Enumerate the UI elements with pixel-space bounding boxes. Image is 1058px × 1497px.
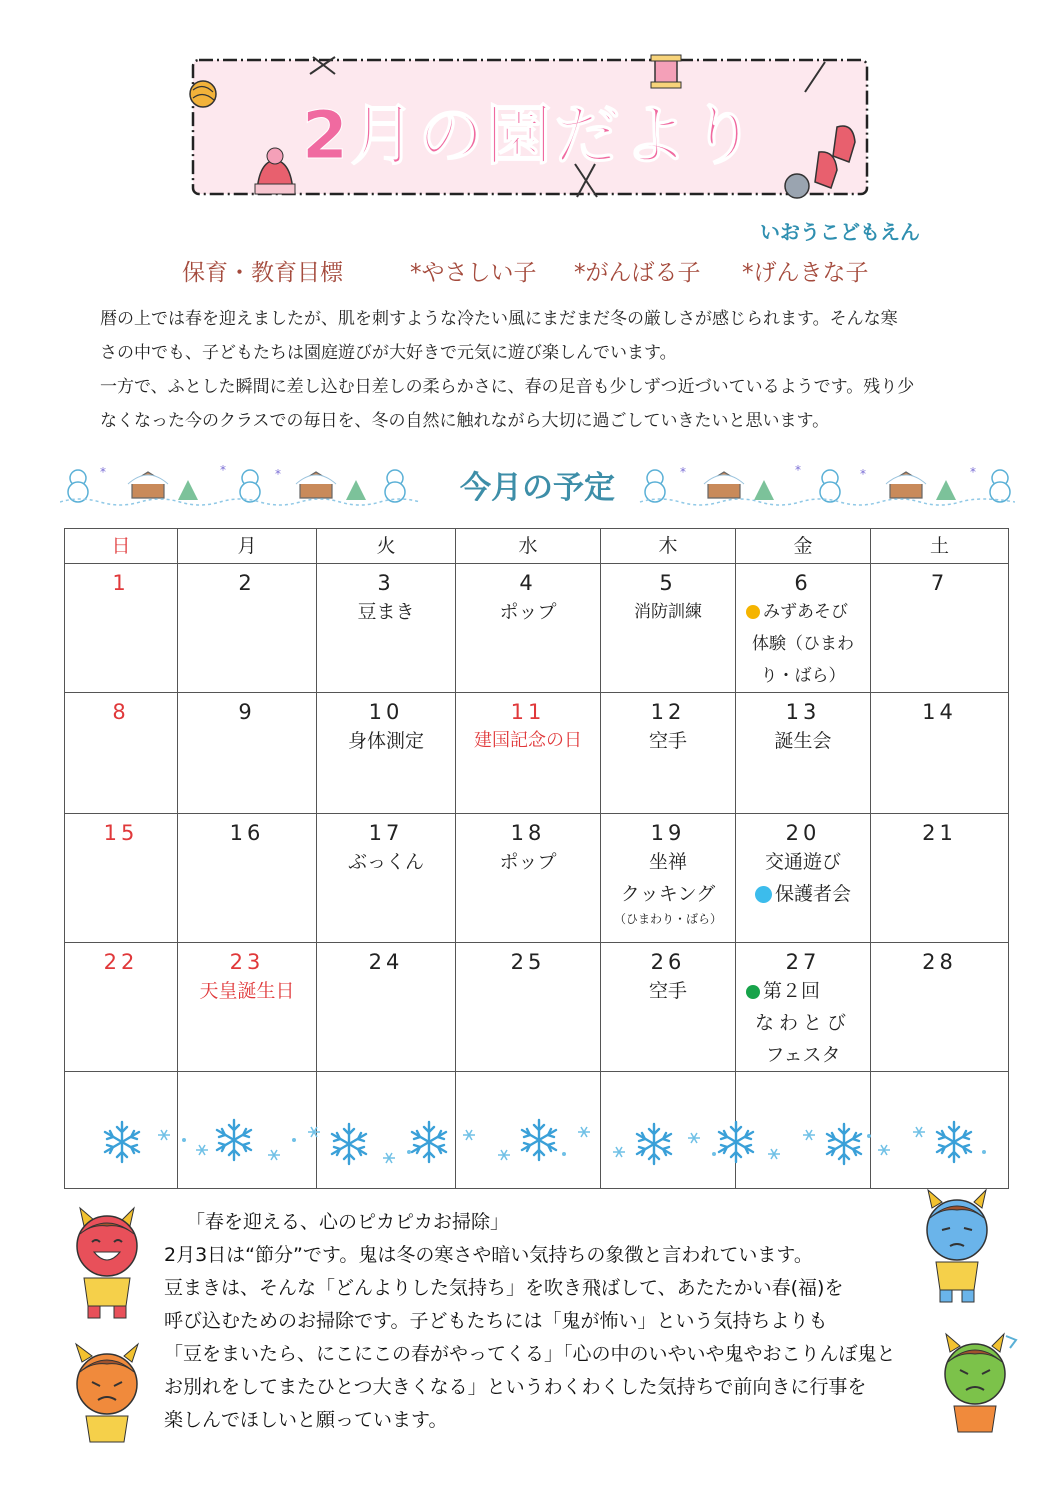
event-label: 第２回 xyxy=(763,980,821,1002)
day-number: 11 xyxy=(510,700,546,724)
event-label: 消防訓練 xyxy=(634,602,702,622)
day-number: 14 xyxy=(922,700,957,724)
blue-oni-icon xyxy=(912,1186,1002,1306)
schedule-title: 今月の予定 xyxy=(460,470,615,506)
svg-text:*: * xyxy=(275,467,281,481)
weekday-header: 水 xyxy=(456,529,601,564)
day-cell xyxy=(456,943,601,1072)
day-cell xyxy=(65,943,178,1072)
event-label: フェスタ xyxy=(765,1044,841,1066)
event-label: クッキング xyxy=(620,883,716,905)
day-number: 24 xyxy=(368,950,404,974)
message-line: 「豆をまいたら、にこにこの春がやってくる」「心の中のいやいや鬼やおこりんぼ鬼と xyxy=(164,1343,896,1365)
day-cell xyxy=(871,943,1009,1072)
snowflake-decoration xyxy=(64,1080,1008,1190)
intro-line: 暦の上では春を迎えましたが、肌を刺すような冷たい風にまだまだ冬の厳しさが感じられます。そんな寒 xyxy=(100,309,898,329)
intro-line: さの中でも、子どもたちは園庭遊びが大好きで元気に遊び楽しんでいます。 xyxy=(100,343,677,363)
day-cell xyxy=(317,943,456,1072)
svg-text:*: * xyxy=(220,463,226,477)
day-number: 10 xyxy=(368,700,404,724)
day-cell xyxy=(65,564,178,693)
day-number: 6 xyxy=(794,571,812,595)
day-number: 3 xyxy=(377,571,395,595)
weekday-header: 木 xyxy=(601,529,736,564)
day-number: 22 xyxy=(103,950,139,974)
event-label: ポップ xyxy=(499,851,557,873)
crying-oni-icon xyxy=(62,1340,152,1450)
intro-paragraph xyxy=(100,302,990,438)
day-number: 8 xyxy=(112,700,130,724)
day-cell xyxy=(736,814,871,943)
intro-line: なくなった今のクラスでの毎日を、冬の自然に触れながら大切に過ごしていきたいと思います。 xyxy=(100,411,830,431)
message-line: 呼び込むためのお掃除です。子どもたちには「鬼が怖い」という気持ちよりも xyxy=(164,1310,828,1332)
day-number: 1 xyxy=(112,571,130,595)
day-cell xyxy=(871,814,1009,943)
event-label: 建国記念の日 xyxy=(474,730,582,751)
green-dot-icon xyxy=(746,985,760,999)
goal-item: *やさしい子 xyxy=(410,260,537,286)
day-cell xyxy=(178,693,317,814)
day-number: 5 xyxy=(659,571,677,595)
event-label: り・ばら） xyxy=(760,666,846,686)
svg-text:*: * xyxy=(860,467,866,481)
day-number: 20 xyxy=(785,821,821,845)
event-note: （ひまわり・ばら） xyxy=(613,912,722,926)
event-label: みずあそび xyxy=(763,602,848,622)
weekday-header: 金 xyxy=(736,529,871,564)
gray-yarn-icon xyxy=(785,174,809,198)
day-number: 7 xyxy=(930,571,949,595)
week-row xyxy=(65,814,1009,943)
goals-label: 保育・教育目標 xyxy=(182,260,343,286)
day-number: 16 xyxy=(229,821,265,845)
weekday-header: 月 xyxy=(178,529,317,564)
day-cell xyxy=(601,943,736,1072)
education-goals xyxy=(182,254,942,284)
event-label: 誕生会 xyxy=(774,730,832,752)
day-cell xyxy=(456,564,601,693)
day-cell xyxy=(871,564,1009,693)
day-cell xyxy=(178,564,317,693)
day-number: 28 xyxy=(922,950,957,974)
svg-text:*: * xyxy=(680,465,686,479)
day-cell xyxy=(601,814,736,943)
day-cell xyxy=(456,814,601,943)
red-oni-icon xyxy=(62,1206,152,1321)
day-number: 23 xyxy=(229,950,265,974)
event-label: ぶっくん xyxy=(347,851,424,873)
day-number: 9 xyxy=(238,700,256,724)
header-banner xyxy=(185,52,875,202)
day-cell xyxy=(736,564,871,693)
week-row xyxy=(65,693,1009,814)
green-oni-icon xyxy=(930,1330,1022,1445)
svg-text:*: * xyxy=(100,465,106,479)
message-line: 豆まきは、そんな「どんよりした気持ち」を吹き飛ばして、あたたかい春(福)を xyxy=(164,1277,844,1299)
setsubun-message xyxy=(164,1206,944,1437)
message-heading: 「春を迎える、心のピカピカお掃除」 xyxy=(186,1211,510,1233)
event-label: 体験（ひまわ xyxy=(752,634,854,654)
event-label: なわとび xyxy=(754,1012,851,1034)
event-label: 豆まき xyxy=(357,601,415,623)
event-label: 空手 xyxy=(648,980,687,1002)
message-line: 楽しんでほしいと願っています。 xyxy=(164,1409,448,1431)
event-label: 身体測定 xyxy=(347,730,424,752)
goal-item: *がんばる子 xyxy=(574,260,701,286)
day-cell xyxy=(317,693,456,814)
svg-text:*: * xyxy=(795,463,801,477)
event-label: ポップ xyxy=(499,601,557,623)
day-number: 12 xyxy=(650,700,686,724)
day-number: 21 xyxy=(922,821,957,845)
message-line: お別れをしてまたひとつ大きくなる」というわくわくした気持ちで前向きに行事を xyxy=(164,1376,867,1398)
blue-dot-icon xyxy=(755,886,772,903)
day-number: 2 xyxy=(238,571,256,595)
week-row xyxy=(65,943,1009,1072)
day-cell xyxy=(456,693,601,814)
weekday-header: 土 xyxy=(871,529,1009,564)
svg-text:*: * xyxy=(970,465,976,479)
yellow-dot-icon xyxy=(746,605,760,619)
day-cell xyxy=(178,814,317,943)
day-number: 19 xyxy=(650,821,686,845)
day-cell xyxy=(178,943,317,1072)
weekday-row xyxy=(65,529,1009,564)
day-number: 26 xyxy=(650,950,686,974)
event-label: 天皇誕生日 xyxy=(199,980,295,1002)
schedule-header xyxy=(60,458,1015,508)
day-cell xyxy=(601,693,736,814)
day-number: 15 xyxy=(103,821,139,845)
week-row xyxy=(65,564,1009,693)
event-label: 坐禅 xyxy=(648,851,687,873)
day-cell xyxy=(65,693,178,814)
day-cell xyxy=(601,564,736,693)
page-title: 2月の園だより xyxy=(302,97,758,174)
event-label: 空手 xyxy=(648,730,687,752)
event-label: 保護者会 xyxy=(774,883,851,905)
weekday-header: 日 xyxy=(65,529,178,564)
day-number: 25 xyxy=(510,950,546,974)
school-name: いおうこどもえん xyxy=(760,220,920,244)
day-number: 4 xyxy=(519,571,537,595)
day-cell xyxy=(871,693,1009,814)
day-cell xyxy=(65,814,178,943)
day-cell xyxy=(736,693,871,814)
day-cell xyxy=(736,943,871,1072)
day-number: 18 xyxy=(510,821,546,845)
day-number: 17 xyxy=(368,821,404,845)
day-number: 27 xyxy=(785,950,821,974)
day-number: 13 xyxy=(785,700,821,724)
day-cell xyxy=(317,564,456,693)
weekday-header: 火 xyxy=(317,529,456,564)
intro-line: 一方で、ふとした瞬間に差し込む日差しの柔らかさに、春の足音も少しずつ近づいているようです。残り少 xyxy=(100,377,915,397)
message-line: 2月3日は“節分”です。鬼は冬の寒さや暗い気持ちの象徴と言われています。 xyxy=(164,1244,813,1266)
goal-item: *げんきな子 xyxy=(742,260,869,286)
event-label: 交通遊び xyxy=(764,851,841,873)
day-cell xyxy=(317,814,456,943)
